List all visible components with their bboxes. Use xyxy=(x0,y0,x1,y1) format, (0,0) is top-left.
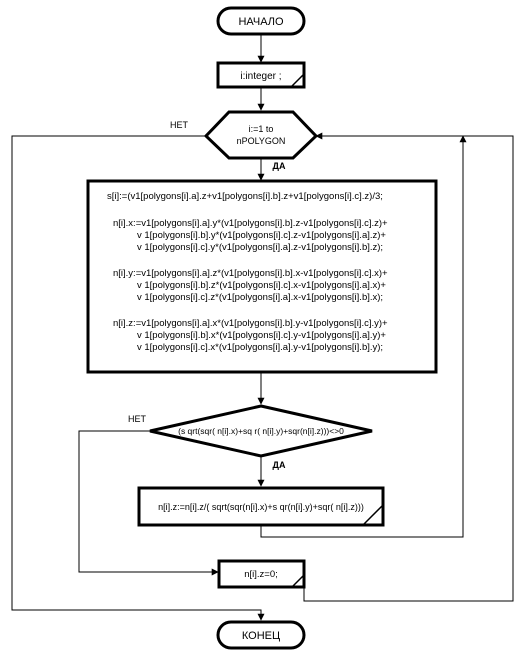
condition-label: (s qrt(sqr( n[i].x)+sq r( n[i].y)+sqr(n[i].z)))<>0 xyxy=(178,426,344,436)
compute-line-1: n[i].x:=v1[polygons[i].a].y*(v1[polygons[i].b].z-v1[polygons[i].c].z)+ xyxy=(113,218,388,229)
start-label: НАЧАЛО xyxy=(238,16,284,28)
compute-line-5: v 1[polygons[i].b].z*(v1[polygons[i].c].x-v1[polygons[i].a].x)+ xyxy=(137,280,386,291)
loop-hexagon xyxy=(206,112,316,158)
normalize-label: n[i].z:=n[i].z/( sqrt(sqr(n[i].x)+s qr(n[i].y)+sqr( n[i].z))) xyxy=(158,502,364,512)
loop-yes-label: ДА xyxy=(272,161,286,171)
declare-process xyxy=(218,63,304,87)
normalize-process xyxy=(139,488,383,525)
condition-yes-label: ДА xyxy=(272,460,286,470)
compute-line-7: n[i].z:=v1[polygons[i].a].x*(v1[polygons[i].b].y-v1[polygons[i].c].y)+ xyxy=(113,318,388,329)
zero-label: n[i].z=0; xyxy=(244,569,278,580)
zero-process xyxy=(219,561,304,587)
start-terminator xyxy=(218,8,304,34)
compute-process xyxy=(88,181,436,372)
declare-label: i:integer ; xyxy=(240,71,282,82)
loop-no-label: НЕТ xyxy=(170,120,188,130)
end-label: КОНЕЦ xyxy=(241,630,281,642)
compute-line-6: v 1[polygons[i].c].z*(v1[polygons[i].a].x-v1[polygons[i].b].x); xyxy=(137,292,384,303)
compute-line-2: v 1[polygons[i].b].y*(v1[polygons[i].c].z-v1[polygons[i].a].z)+ xyxy=(137,230,386,241)
compute-line-9: v 1[polygons[i].c].x*(v1[polygons[i].a].y-v1[polygons[i].b].y); xyxy=(137,342,384,353)
condition-no-label: НЕТ xyxy=(128,414,146,424)
compute-line-0: s[i]:=(v1[polygons[i].a].z+v1[polygons[i].b].z+v1[polygons[i].c].z)/3; xyxy=(107,191,383,202)
compute-line-8: v 1[polygons[i].b].x*(v1[polygons[i].c].y-v1[polygons[i].a].y)+ xyxy=(137,330,386,341)
loop-label-line2: nPOLYGON xyxy=(236,136,286,146)
condition-diamond xyxy=(150,406,372,456)
end-terminator xyxy=(218,622,304,648)
compute-line-4: n[i].y:=v1[polygons[i].a].z*(v1[polygons[i].b].x-v1[polygons[i].c].x)+ xyxy=(113,268,388,279)
loop-label-line1: i:=1 to xyxy=(248,124,274,134)
compute-line-3: v 1[polygons[i].c].y*(v1[polygons[i].a].z-v1[polygons[i].b].z); xyxy=(137,242,384,253)
